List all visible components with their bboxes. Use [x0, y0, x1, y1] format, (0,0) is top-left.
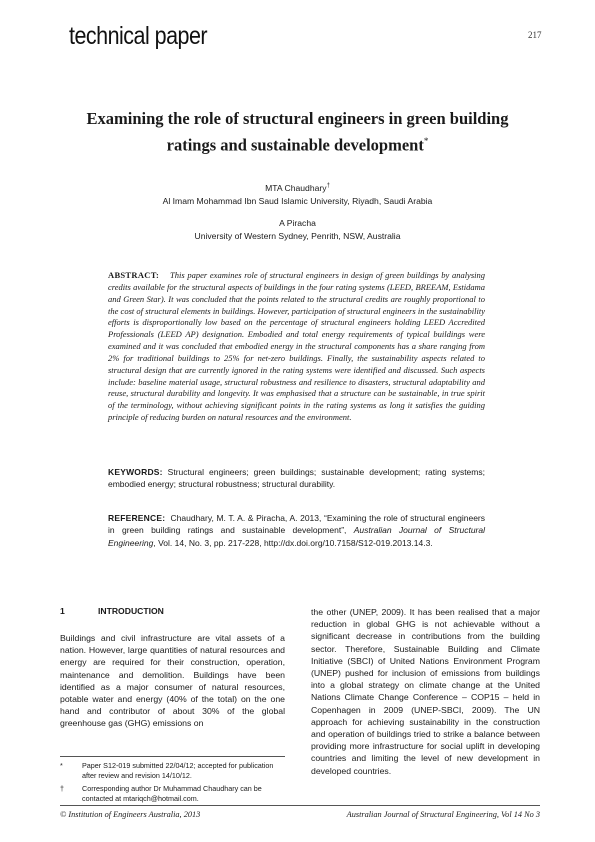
footnote-divider	[60, 756, 285, 757]
body-column-right: the other (UNEP, 2009). It has been realised that a major reduction in global GHG is not achievable without a significant decrease in contributions from the building sector. Therefore, Sustainable Building and Climate Initiative (SBCI) of United Nations Environment Program (UNEP) pushed for inclusion of emissions from buildings into a global strategy on climate change at the United Nations Climate Change Conference – COP15 – held in Copenhagen in 2009 (UNEP-SBCI, 2009). The UN approach for achieving sustainability in the construction and operation of buildings tried to strike a balance between providing more infrastructure for social uplift in developing countries and limiting the level of new development in developed countries.	[311, 607, 540, 776]
footer-journal: Australian Journal of Structural Engineering, Vol 14 No 3	[346, 810, 540, 819]
author-affiliation: Al Imam Mohammad Ibn Saud Islamic University, Riyadh, Saudi Arabia	[162, 195, 433, 206]
section-heading	[60, 606, 164, 616]
author-name: MTA Chaudhary	[265, 182, 327, 193]
footnote	[60, 761, 285, 781]
author-2	[60, 217, 535, 243]
footnote	[60, 784, 285, 804]
footnote-mark: *	[60, 761, 63, 770]
reference-label: REFERENCE:	[108, 513, 166, 523]
running-header: technical paper	[69, 22, 208, 50]
paper-title	[60, 108, 535, 157]
keywords-label: KEYWORDS:	[108, 467, 163, 477]
reference-text: Chaudhary, M. T. A. & Piracha, A. 2013, “Examining the role of structural engineers in green building ratings and sustainable development”,	[108, 513, 486, 536]
keywords-text: Structural engineers; green buildings; sustainable development; rating systems; embodied energy; structural robustness; structural durability.	[108, 467, 485, 490]
author-affiliation: University of Western Sydney, Penrith, NSW, Australia	[194, 231, 401, 241]
abstract-label: ABSTRACT:	[108, 270, 160, 280]
footnote-text: Paper S12-019 submitted 22/04/12; accepted for publication after review and revision 14/10/12.	[82, 761, 274, 780]
footnote-mark: †	[60, 784, 64, 793]
body-column-left: Buildings and civil infrastructure are vital assets of a nation. However, large quantities of natural resources and energy are required for their construction, operation, maintenance and demolition. Buildings have been identified as a major consumer of natural resources, potable water and energy (40% of the total) on the one hand and contributor of about 30% of the global greenhouse gas (GHG) emissions on	[60, 633, 285, 729]
author-1	[60, 180, 535, 208]
footer-copyright: © Institution of Engineers Australia, 2013	[60, 810, 201, 819]
author-name: A Piracha	[279, 218, 316, 228]
section-number: 1	[60, 606, 65, 616]
footnote-text: Corresponding author Dr Muhammad Chaudhary can be contacted at mtariqch@hotmail.com.	[82, 784, 262, 803]
abstract	[108, 270, 485, 424]
title-text: Examining the role of structural engineers in green building ratings and sustainable development	[86, 109, 509, 155]
footer-divider	[60, 805, 540, 806]
keywords	[108, 466, 485, 491]
reference-journal: Australian Journal of Structural Engineering	[108, 525, 485, 548]
reference	[108, 512, 485, 549]
author-marker: †	[326, 183, 330, 189]
title-footnote-marker: *	[423, 136, 429, 146]
reference-citation: , Vol. 14, No. 3, pp. 217-228, http://dx.doi.org/10.7158/S12-019.2013.14.3.	[153, 537, 433, 548]
page-number: 217	[528, 30, 542, 40]
section-title: INTRODUCTION	[98, 606, 164, 616]
abstract-text: This paper examines role of structural engineers in design of green buildings by analysing credits available for the structural aspects of buildings in the four rating systems (LEED, BREEAM, Estidama and Green Star). It was concluded that the points related to the structural credits are roughly proportional to the cost of structural elements in buildings. However, participation of structural engineers in the sustainability efforts is disproportionally low based on the percentage of structural engineers holding LEED Accredited Professionals (LEED AP) designation. Embodied and total energy requirements of typical buildings were examined and it was concluded that embodied energy in the structural components has a share ranging from 2% for traditional buildings to 25% for net-zero buildings. Finally, the sustainability aspects related to structural design that are currently ignored in the rating systems were identified and discussed. Such aspects include: baseline material usage, structural robustness and resilience to disasters, structural adaptability and reuse, structural durability and longevity. It was emphasised that a structure can be sustainable, in true spirit of the terminology, without achieving significant points in the rating systems as long it satisfies the guiding principle of reducing burden on natural resources and the environment.	[108, 270, 485, 423]
